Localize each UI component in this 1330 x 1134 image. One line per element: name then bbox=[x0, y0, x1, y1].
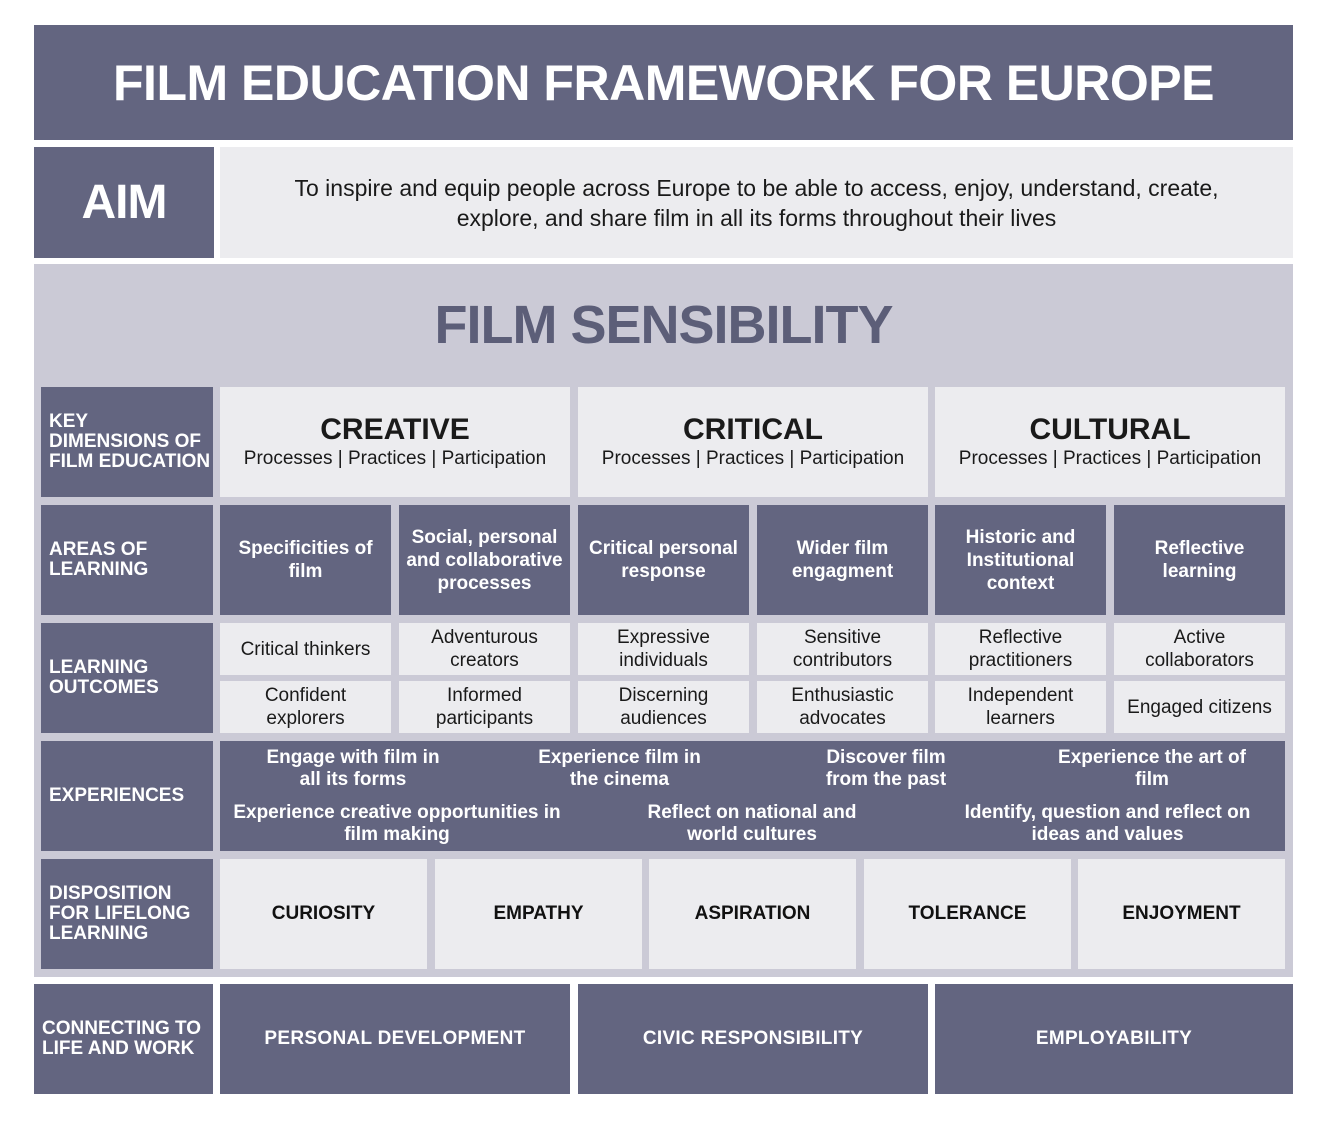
aim-label: AIM bbox=[34, 147, 214, 258]
dimension-critical bbox=[578, 387, 928, 497]
disposition-item: ASPIRATION bbox=[649, 859, 856, 969]
experience-item: Engage with film in all its forms bbox=[266, 747, 440, 790]
experience-item: Experience the art of film bbox=[1058, 747, 1246, 790]
connecting-item: CIVIC RESPONSIBILITY bbox=[578, 984, 928, 1094]
learning-outcome: Independent learners bbox=[935, 681, 1106, 733]
learning-outcome: Adventurous creators bbox=[399, 623, 570, 675]
experience-item: Experience creative opportunities in film making bbox=[233, 802, 561, 845]
connecting-item: EMPLOYABILITY bbox=[935, 984, 1293, 1094]
learning-outcome: Critical thinkers bbox=[220, 623, 391, 675]
learning-outcome: Enthusiastic advocates bbox=[757, 681, 928, 733]
disposition-item: ENJOYMENT bbox=[1078, 859, 1285, 969]
dimension-title: CRITICAL bbox=[683, 413, 823, 446]
area-of-learning: Specificities of film bbox=[220, 505, 391, 615]
dimension-subtitle: Processes | Practices | Participation bbox=[958, 448, 1262, 469]
row-label-connecting: CONNECTING TO LIFE AND WORK bbox=[34, 984, 213, 1094]
row-label-experiences: EXPERIENCES bbox=[41, 741, 213, 851]
dimension-subtitle: Processes | Practices | Participation bbox=[243, 448, 547, 469]
learning-outcome: Expressive individuals bbox=[578, 623, 749, 675]
dimension-creative bbox=[220, 387, 570, 497]
experience-item: Experience film in the cinema bbox=[538, 747, 701, 790]
learning-outcome: Confident explorers bbox=[220, 681, 391, 733]
dimension-title: CULTURAL bbox=[1029, 413, 1191, 446]
row-label-areas-of-learning: AREAS OF LEARNING bbox=[41, 505, 213, 615]
area-of-learning: Social, personal and collaborative processes bbox=[399, 505, 570, 615]
disposition-item: EMPATHY bbox=[435, 859, 642, 969]
aim-text: To inspire and equip people across Europe to be able to access, enjoy, understand, create, explore, and share film in all its forms throughout their lives bbox=[220, 147, 1293, 258]
disposition-item: CURIOSITY bbox=[220, 859, 427, 969]
area-of-learning: Reflective learning bbox=[1114, 505, 1285, 615]
learning-outcome: Reflective practitioners bbox=[935, 623, 1106, 675]
learning-outcome: Engaged citizens bbox=[1114, 681, 1285, 733]
dimension-subtitle: Processes | Practices | Participation bbox=[601, 448, 905, 469]
film-sensibility-heading: FILM SENSIBILITY bbox=[434, 295, 893, 355]
experience-item: Reflect on national and world cultures bbox=[647, 802, 857, 845]
row-label-disposition: DISPOSITION FOR LIFELONG LEARNING bbox=[41, 859, 213, 969]
area-of-learning: Historic and Institutional context bbox=[935, 505, 1106, 615]
learning-outcome: Informed participants bbox=[399, 681, 570, 733]
learning-outcome: Active collaborators bbox=[1114, 623, 1285, 675]
connecting-item: PERSONAL DEVELOPMENT bbox=[220, 984, 570, 1094]
dimension-title: CREATIVE bbox=[320, 413, 470, 446]
area-of-learning: Critical personal response bbox=[578, 505, 749, 615]
disposition-item: TOLERANCE bbox=[864, 859, 1071, 969]
page-title: FILM EDUCATION FRAMEWORK FOR EUROPE bbox=[34, 25, 1293, 140]
area-of-learning: Wider film engagment bbox=[757, 505, 928, 615]
experience-item: Identify, question and reflect on ideas and values bbox=[964, 802, 1251, 845]
row-label-key-dimensions: KEY DIMENSIONS OF FILM EDUCATION bbox=[41, 387, 213, 497]
learning-outcome: Sensitive contributors bbox=[757, 623, 928, 675]
row-label-learning-outcomes: LEARNING OUTCOMES bbox=[41, 623, 213, 733]
learning-outcome: Discerning audiences bbox=[578, 681, 749, 733]
experience-item: Discover film from the past bbox=[825, 747, 947, 790]
dimension-cultural bbox=[935, 387, 1285, 497]
